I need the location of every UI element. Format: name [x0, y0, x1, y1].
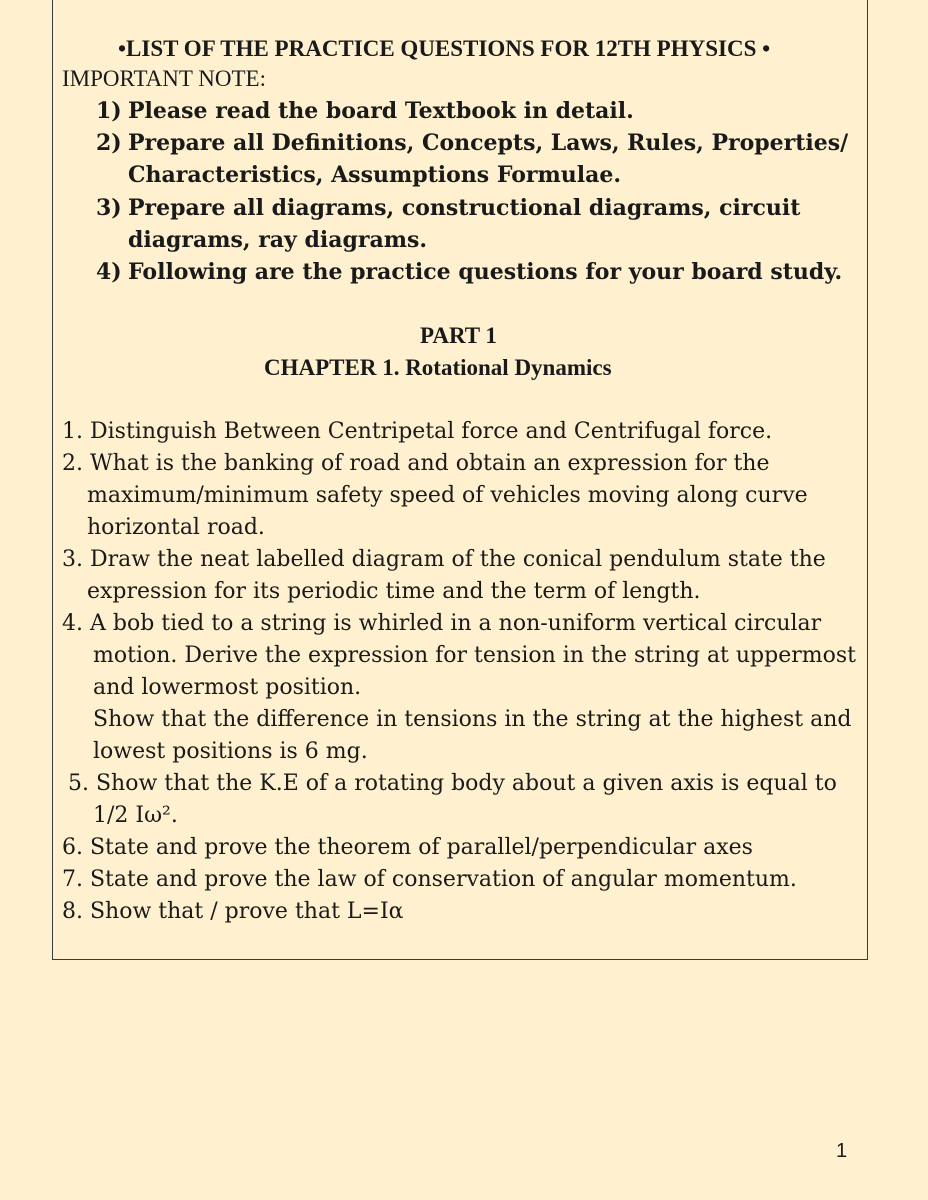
question-line: 8. Show that / prove that L=Iα — [62, 899, 404, 924]
question-line: 3. Draw the neat labelled diagram of the conical pendulum state the — [62, 547, 826, 572]
instruction-text: Prepare all diagrams, constructional diagrams, circuit — [128, 195, 801, 221]
question-line: and lowermost position. — [93, 675, 362, 700]
instruction-text: diagrams, ray diagrams. — [128, 227, 428, 253]
instruction-text: Please read the board Textbook in detail. — [128, 98, 634, 124]
instruction-number: 4) — [96, 259, 122, 285]
part-heading: PART 1 — [420, 323, 497, 348]
question-line: 2. What is the banking of road and obtain an expression for the — [62, 451, 770, 476]
question-line: 1. Distinguish Between Centripetal force and Centrifugal force. — [62, 419, 773, 444]
question-line: Show that the difference in tensions in the string at the highest and — [93, 707, 852, 732]
question-line: 1/2 Iω². — [93, 803, 178, 828]
page-number: 1 — [836, 1140, 848, 1162]
instruction-number: 2) — [96, 130, 122, 156]
instruction-text: Prepare all Definitions, Concepts, Laws, Rules, Properties/ — [128, 130, 849, 156]
question-line: maximum/minimum safety speed of vehicles moving along curve — [87, 483, 808, 508]
question-line: motion. Derive the expression for tension in the string at uppermost — [93, 643, 856, 668]
question-line: 7. State and prove the law of conservation of angular momentum. — [62, 867, 797, 892]
instruction-text: Characteristics, Assumptions Formulae. — [128, 162, 622, 188]
question-line: horizontal road. — [87, 515, 265, 540]
chapter-heading: CHAPTER 1. Rotational Dynamics — [264, 355, 612, 380]
document-title: •LIST OF THE PRACTICE QUESTIONS FOR 12TH PHYSICS • — [118, 36, 771, 61]
instruction-text: Following are the practice questions for your board study. — [128, 259, 843, 285]
important-note-label: IMPORTANT NOTE: — [62, 66, 266, 91]
question-line: lowest positions is 6 mg. — [93, 739, 368, 764]
question-line: expression for its periodic time and the term of length. — [87, 579, 701, 604]
instruction-number: 1) — [96, 98, 122, 124]
instruction-number: 3) — [96, 195, 122, 221]
question-line: 6. State and prove the theorem of parallel/perpendicular axes — [62, 835, 753, 860]
question-line: 5. Show that the K.E of a rotating body about a given axis is equal to — [68, 771, 837, 796]
question-line: 4. A bob tied to a string is whirled in a non-uniform vertical circular — [62, 611, 822, 636]
